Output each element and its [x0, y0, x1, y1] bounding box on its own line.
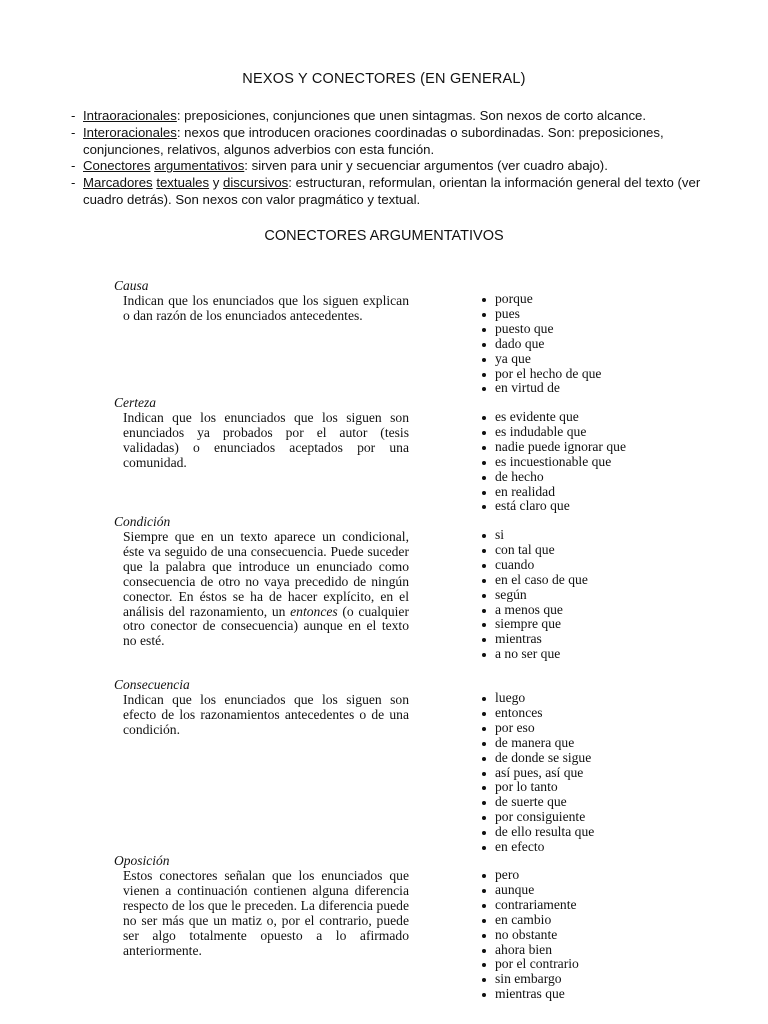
connector-item: en efecto	[481, 840, 594, 855]
connector-item: de donde se sigue	[481, 751, 594, 766]
intro-text: : nexos que introducen oraciones coordinadas o subordinadas. Son: preposiciones, conjunciones, relativos, algunos adverbios con esta función.	[83, 124, 664, 157]
intro-list	[71, 108, 711, 209]
connector-item: a menos que	[481, 603, 588, 618]
connector-item: pero	[481, 868, 579, 883]
description-text: Siempre que en un texto aparece un condicional, éste va seguido de una consecuencia. Puede suceder que la palabra que introduce un enunciado como consecuencia de otro no vaya precedido de ningún conector. En éstos se ha de hacer explícito, en el análisis del razonamiento, un	[123, 529, 409, 619]
category-description: Indican que los enunciados que los siguen explican o dan razón de los enunciados antecedentes.	[123, 293, 409, 323]
page-title: NEXOS Y CONECTORES (EN GENERAL)	[242, 71, 526, 87]
category-description: Indican que los enunciados que los siguen son enunciados ya probados por el autor (tesis validadas) o enunciados aceptados por una comunidad.	[123, 410, 409, 470]
connector-list-oposicion	[481, 868, 579, 1002]
category-name: Condición	[114, 514, 171, 529]
connector-item: en virtud de	[481, 381, 601, 396]
intro-item-conectores	[71, 158, 711, 175]
connector-item: mientras que	[481, 987, 579, 1002]
connector-item: porque	[481, 292, 601, 307]
connector-item: ya que	[481, 352, 601, 367]
connector-item: ahora bien	[481, 943, 579, 958]
connector-list-certeza	[481, 410, 626, 514]
intro-item-intraoracionales	[71, 108, 711, 125]
category-certeza	[114, 395, 414, 471]
connector-item: es incuestionable que	[481, 455, 626, 470]
category-condicion	[114, 514, 414, 649]
connector-item: si	[481, 528, 588, 543]
description-text: (o cualquier otro conector de consecuencia) aunque en el texto no esté.	[123, 603, 409, 649]
connector-item: pues	[481, 307, 601, 322]
connector-item: es evidente que	[481, 410, 626, 425]
connector-item: siempre que	[481, 617, 588, 632]
connector-item: así pues, así que	[481, 766, 594, 781]
intro-text: : sirven para unir y secuenciar argumentos (ver cuadro abajo).	[244, 158, 608, 174]
connector-list-condicion	[481, 528, 588, 662]
connector-item: cuando	[481, 558, 588, 573]
connector-item: de hecho	[481, 470, 626, 485]
intro-text: : estructuran, reformulan, orientan la información general del texto (ver cuadro detrás). Son nexos con valor pragmático y textual.	[83, 175, 701, 207]
connector-item: por el contrario	[481, 957, 579, 972]
connector-item: nadie puede ignorar que	[481, 440, 626, 455]
connector-item: no obstante	[481, 928, 579, 943]
category-name: Certeza	[114, 395, 156, 410]
category-consecuencia	[114, 677, 414, 738]
term-interoracionales: Interoracionales	[83, 124, 177, 140]
connector-item: de ello resulta que	[481, 825, 594, 840]
connector-item: en realidad	[481, 485, 626, 500]
category-name: Causa	[114, 278, 149, 293]
description-emphasis: entonces	[290, 603, 338, 619]
intro-item-marcadores	[71, 175, 711, 209]
category-name: Oposición	[114, 853, 170, 868]
intro-text: : preposiciones, conjunciones que unen sintagmas. Son nexos de corto alcance.	[176, 108, 647, 123]
category-name: Consecuencia	[114, 677, 190, 692]
connector-item: en cambio	[481, 913, 579, 928]
connector-item: en el caso de que	[481, 573, 588, 588]
connector-item: es indudable que	[481, 425, 626, 440]
connector-item: a no ser que	[481, 647, 588, 662]
connector-item: según	[481, 588, 588, 603]
connector-item: sin embargo	[481, 972, 579, 987]
intro-item-interoracionales	[71, 125, 711, 159]
term-intraoracionales: Intraoracionales	[83, 108, 177, 123]
category-description: Estos conectores señalan que los enunciados que vienen a continuación contienen alguna diferencia respecto de los que le preceden. La diferencia puede no ser más que un matiz o, por el contrario, puede ser algo totalmente opuesto a lo afirmado anteriormente.	[123, 868, 409, 958]
intro-joiner: y	[209, 175, 224, 191]
connector-item: dado que	[481, 337, 601, 352]
term-textuales: textuales	[156, 175, 210, 191]
connector-item: está claro que	[481, 499, 626, 514]
category-description: Indican que los enunciados que los siguen son efecto de los razonamientos antecedentes o de una condición.	[123, 692, 409, 737]
term-conectores: Conectores	[83, 158, 151, 174]
category-oposicion	[114, 853, 414, 958]
connector-item: mientras	[481, 632, 588, 647]
term-argumentativos: argumentativos	[154, 158, 245, 174]
term-discursivos: discursivos	[223, 175, 289, 191]
section-title: CONECTORES ARGUMENTATIVOS	[264, 228, 504, 244]
connector-item: con tal que	[481, 543, 588, 558]
connector-item: aunque	[481, 883, 579, 898]
category-causa	[114, 278, 414, 324]
connector-item: puesto que	[481, 322, 601, 337]
connector-item: por consiguiente	[481, 810, 594, 825]
connector-item: por el hecho de que	[481, 367, 601, 382]
connector-item: de suerte que	[481, 795, 594, 810]
connector-item: por lo tanto	[481, 780, 594, 795]
connector-list-consecuencia	[481, 691, 594, 855]
connector-item: luego	[481, 691, 594, 706]
term-marcadores: Marcadores	[83, 175, 153, 191]
category-description	[123, 530, 409, 649]
connector-item: de manera que	[481, 736, 594, 751]
connector-item: contrariamente	[481, 898, 579, 913]
connector-list-causa	[481, 292, 601, 396]
connector-item: entonces	[481, 706, 594, 721]
connector-item: por eso	[481, 721, 594, 736]
